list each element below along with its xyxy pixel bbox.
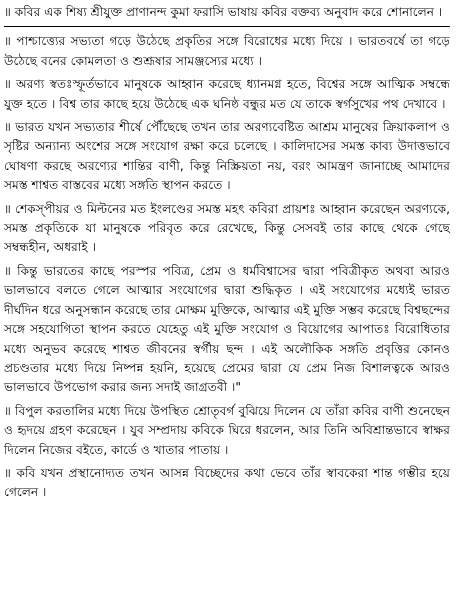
paragraph-7: ॥ বিপুল করতালির মধ্যে দিয়ে উপস্থিত শ্রোতৃবর্গ বুঝিয়ে দিলেন যে তাঁরা কবির বাণী শুনেছেন ও হৃদয়ে গ্রহণ করেছেন । যুব সম্প্রদায় কবিকে ঘিরে ধরলেন, আর তিনি অবিশ্রান্তভাবে স্বাক্ষর দিলেন নিজের বইতে, কার্ডে ও খাতার পাতায় । (4, 403, 450, 457)
paragraph-6: ॥ কিন্তু ভারতের কাছে পরস্পর পবিত্র, প্রেম ও ধর্মবিশ্বাসের দ্বারা পবিত্রীকৃত অথবা আরও ভালভাবে বলতে গেলে আত্মার সংযোগের দ্বারা শুদ্ধিকৃত । এই সংযোগের মধ্যেই ভারত দীর্ঘদিন ধরে অনুসন্ধান করেছে তার মোক্ষম মুক্তিকে, আত্মার এই মুক্তি সম্ভব করেছে বিশ্বছন্দের সঙ্গে সহযোগিতা স্থাপন করতে যেহেতু এই মুক্তি সংযোগ ও বিয়োগের আপাতঃ বিরোধিতার মধ্যে অনুভব করেছে শাশ্বত জীবনের স্বর্গীয় ছন্দ । এই অলৌকিক সঙ্গতি প্রবৃত্তির কোনও প্রচণ্ডতার মধ্যে দিয়ে নিষ্পন্ন হয়নি, হয়েছে প্রেমের দ্বারা যে প্রেম নিজ বিশালত্বকে আরও ভালভাবে উপভোগ করার জন্য সদাই জাগ্রতবী ।" (4, 263, 450, 395)
paragraph-1: ॥ কবির এক শিষ্য শ্রীযুক্ত প্রাণানন্দ কুমা ফরাসি ভাষায় কবির বক্তব্য অনুবাদ করে শোনালেন । (4, 5, 443, 19)
paragraph-8: ॥ কবি যখন প্রস্থানোদ্যত তখন আসন্ন বিচ্ছেদের কথা ভেবে তাঁর স্বাবকেরা শান্ত গম্ভীর হয়ে গেলেন । (4, 465, 450, 500)
paragraph-2: ॥ পাশ্চাত্ত্যের সভ্যতা গড়ে উঠেছে প্রকৃতির সঙ্গে বিরোধের মধ্যে দিয়ে । ভারতবর্ষে তা গড়ে উঠেছে বনের কোমলতা ও শুশ্রূষার সামঞ্জস্যের মধ্যে । (4, 34, 450, 68)
divider-rule (4, 26, 450, 27)
paragraph-5: ॥ শেকস্‌পীয়র ও মিল্টনের মত ইংলণ্ডের সমস্ত মহৎ কবিরা প্রায়শঃ আহ্বান করেছেন অরণ্যকে, সমস্ত প্রকৃতিকে যা মানুষকে পরিবৃত করে রেখেছে, কিন্তু সেসবই তার কাছে থেকে গেছে সম্বন্ধহীন, অধরাই । (4, 201, 450, 255)
paragraph-4: ॥ ভারত যখন সভ্যতার শীর্ষে পৌঁছেছে তখন তার অরণ্যবেষ্টিত আশ্রম মানুষের ক্রিয়াকলাপ ও সৃষ্টির অন্যান্য অংশের সঙ্গে সংযোগ রক্ষা করে চলেছে । কালিদাসের সমস্ত কাব্য উদাত্তভাবে ঘোষণা করছে অরণ্যের শান্তির বাণী, কিন্তু নিস্ক্রিয়তা নয়, বরং আমন্ত্রণ জানাচ্ছে আমাদের সমস্ত শাশ্বত বাস্তবের মধ্যে সঙ্গতি স্থাপন করতে । (4, 120, 450, 193)
paragraph-3: ॥ অরণ্য স্বতঃস্ফূর্তভাবে মানুষকে আহ্বান করেছে ধ্যানমগ্ন হতে, বিশ্বের সঙ্গে আত্মিক সম্বন্ধে যুক্ত হতে । বিশ্ব তার কাছে হয়ে উঠেছে এক ঘনিষ্ঠ বন্ধুর মত যে তাকে স্বর্গসুখের পথ দেখাবে । (4, 77, 450, 111)
